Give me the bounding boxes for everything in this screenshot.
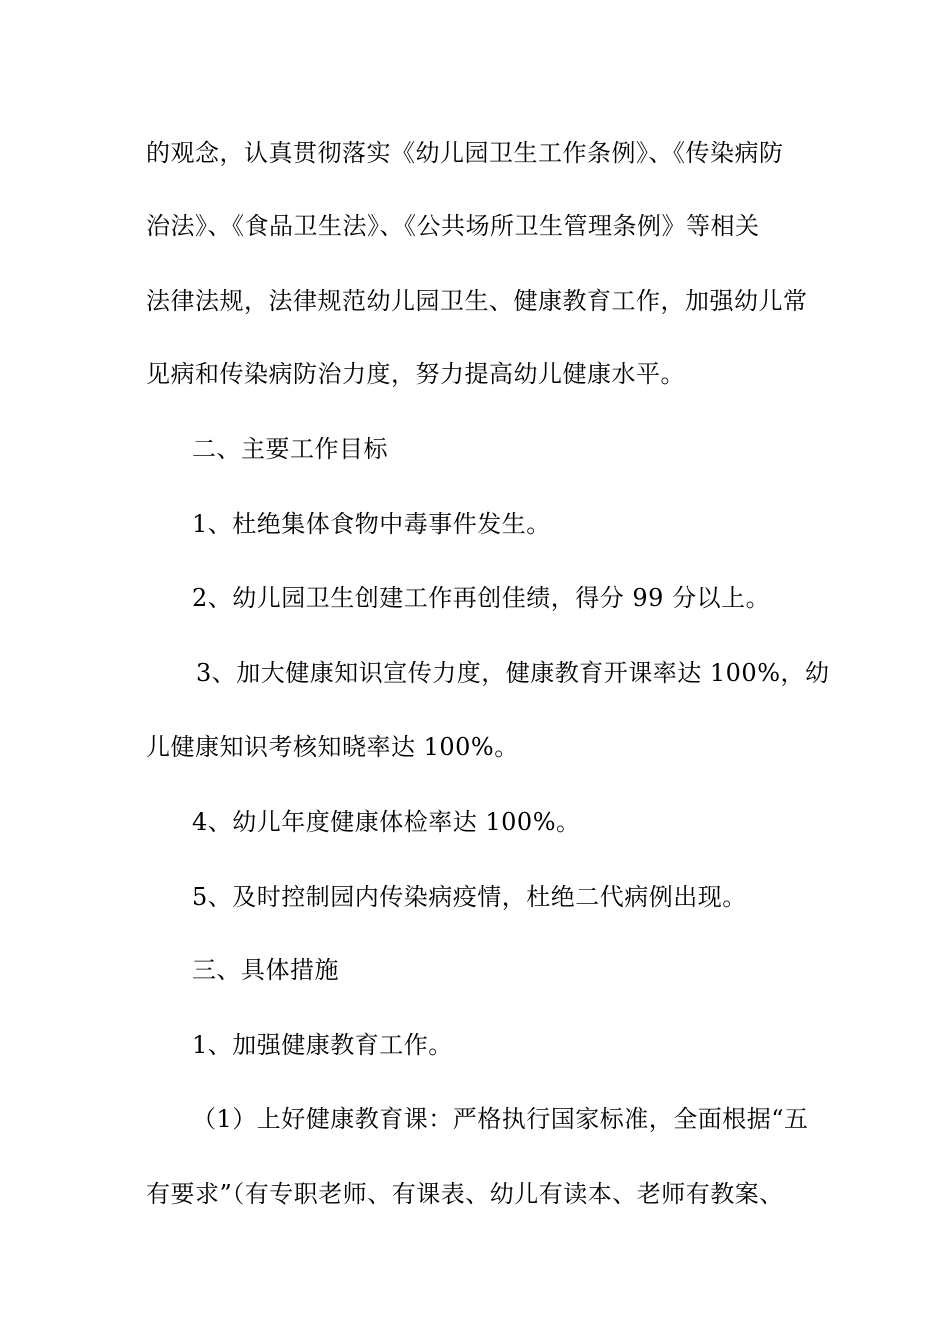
paragraph-line: 的观念，认真贯彻落实《幼儿园卫生工作条例》、《传染病防 — [146, 139, 784, 167]
measure-item: （1）上好健康教育课：严格执行国家标准，全面根据“五 — [192, 1105, 809, 1133]
goal-item-continuation: 儿健康知识考核知晓率达 100%。 — [146, 733, 519, 761]
measure-item-continuation: 有要求”（有专职老师、有课表、幼儿有读本、老师有教案、 — [146, 1180, 784, 1208]
goal-item: 4、幼儿年度健康体检率达 100%。 — [192, 808, 581, 836]
goal-item: 3、加大健康知识宣传力度，健康教育开课率达 100%，幼 — [196, 659, 830, 687]
goal-item: 5、及时控制园内传染病疫情，杜绝二代病例出现。 — [192, 883, 747, 911]
section-heading: 三、具体措施 — [192, 956, 339, 984]
goal-item: 1、杜绝集体食物中毒事件发生。 — [192, 510, 551, 538]
measure-item: 1、加强健康教育工作。 — [192, 1031, 453, 1059]
paragraph-line: 治法》、《食品卫生法》、《公共场所卫生管理条例》等相关 — [146, 212, 760, 240]
goal-item: 2、幼儿园卫生创建工作再创佳绩，得分 99 分以上。 — [192, 584, 771, 612]
paragraph-line: 法律法规，法律规范幼儿园卫生、健康教育工作，加强幼儿常 — [146, 287, 808, 315]
paragraph-line: 见病和传染病防治力度，努力提高幼儿健康水平。 — [146, 360, 685, 388]
section-heading: 二、主要工作目标 — [192, 435, 388, 463]
